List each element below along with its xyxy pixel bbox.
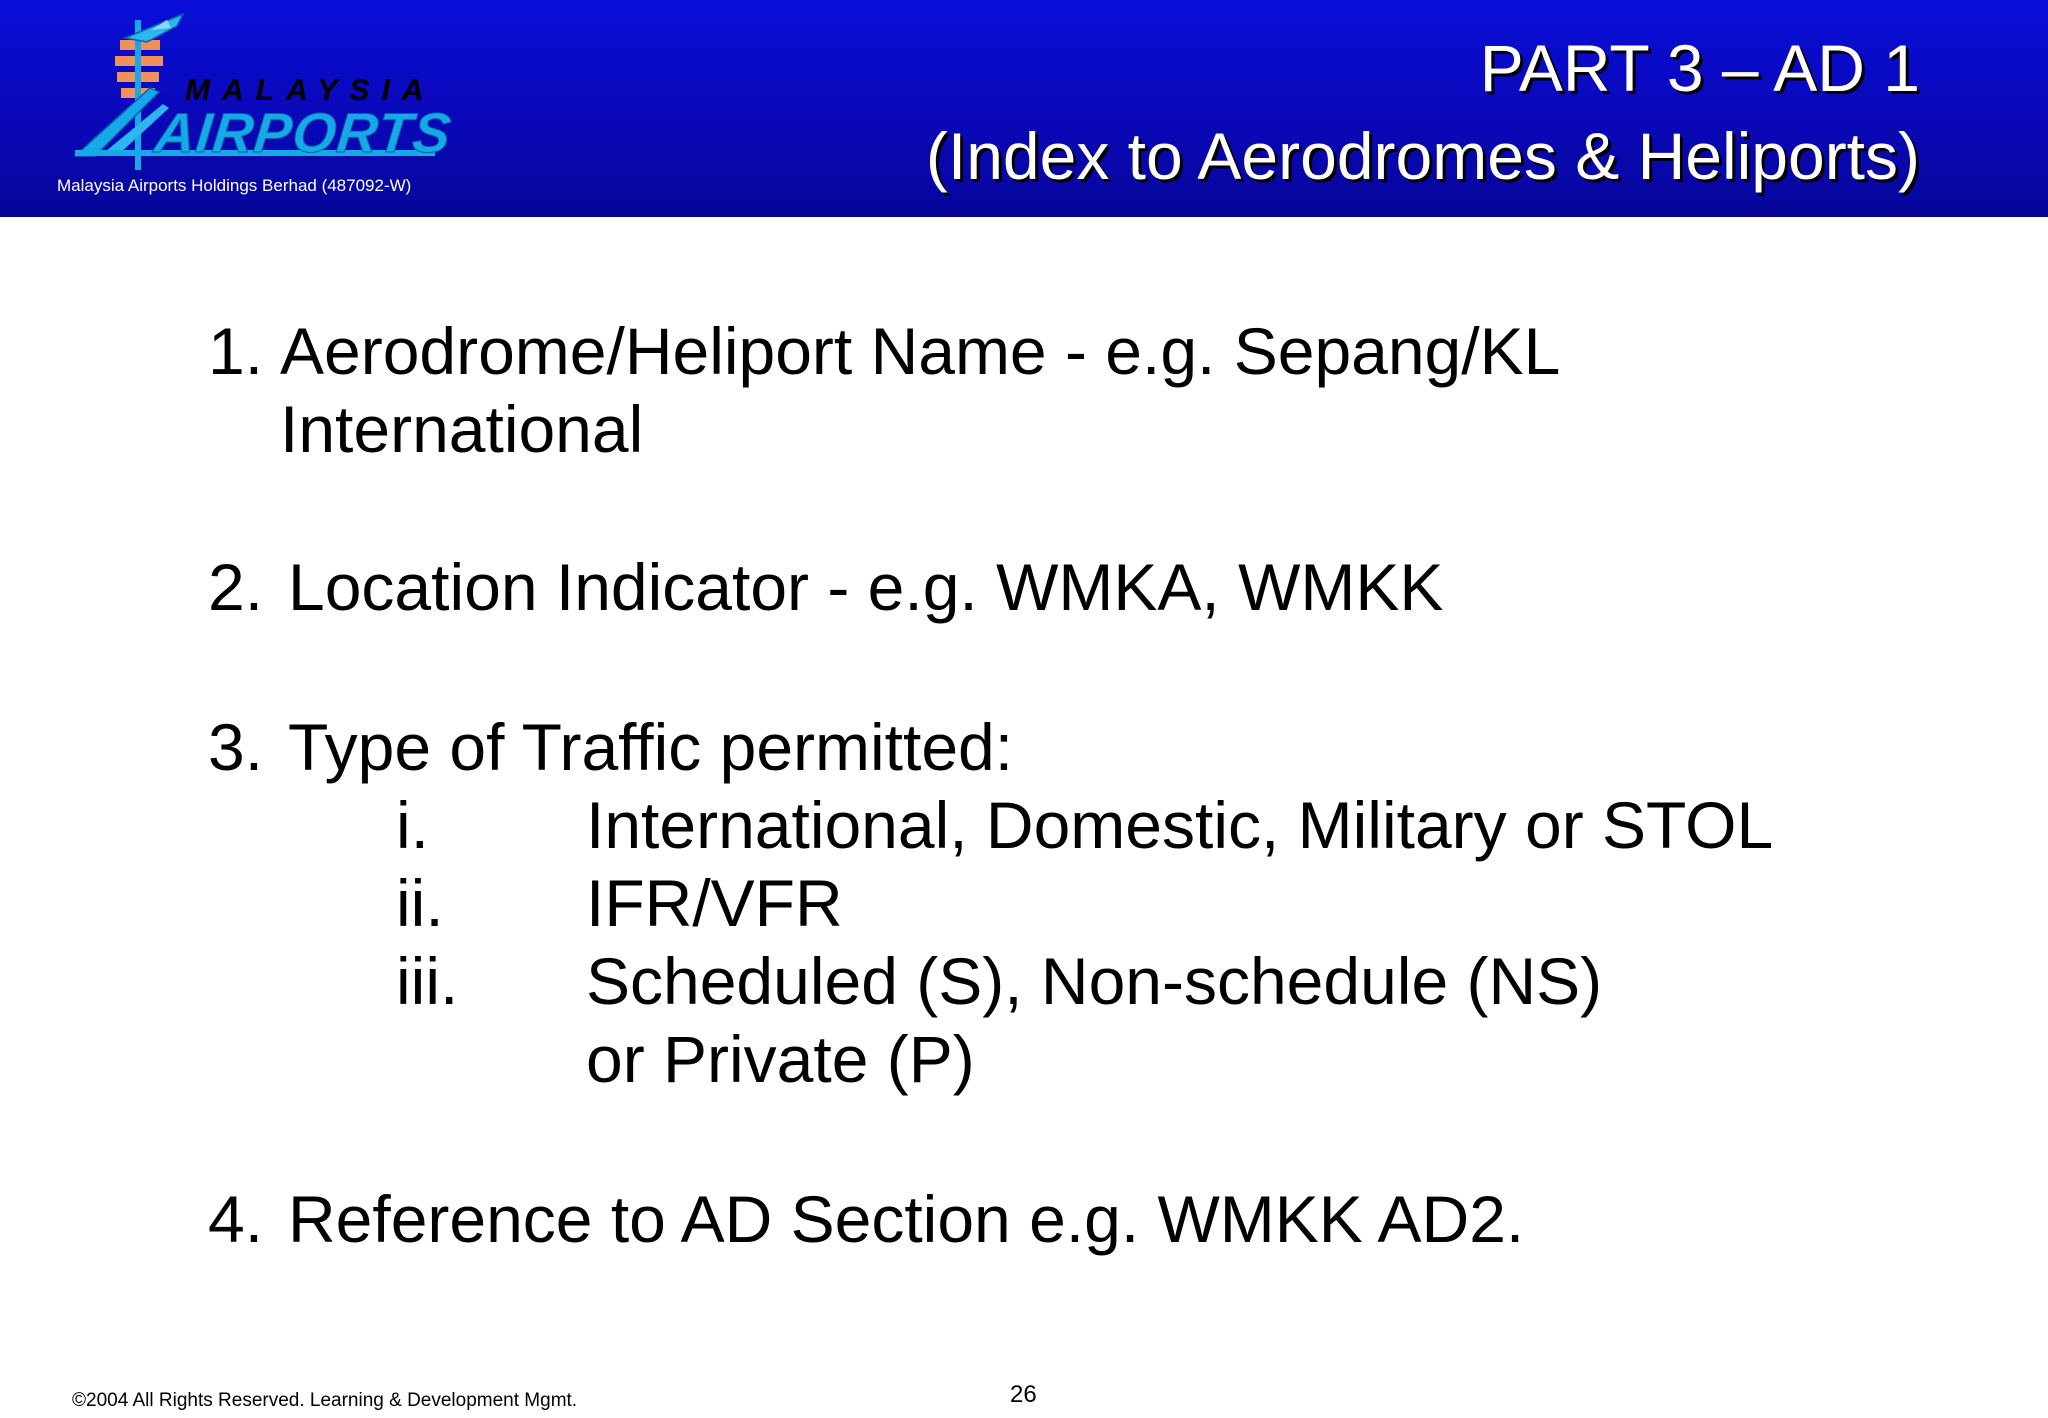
sub-item-number: iii. bbox=[396, 944, 459, 1018]
sub-item-text: International, Domestic, Military or STOL bbox=[586, 788, 1774, 862]
logo-text-malaysia: MALAYSIA bbox=[185, 74, 436, 107]
list-item-number: 2. bbox=[208, 550, 264, 624]
sub-item-number: i. bbox=[396, 788, 429, 862]
list-item-text: Location Indicator - e.g. WMKA, WMKK bbox=[288, 550, 1444, 624]
list-item-text: Aerodrome/Heliport Name - e.g. Sepang/KL bbox=[280, 314, 1561, 388]
page-number: 26 bbox=[1010, 1381, 1037, 1408]
list-item-text: Type of Traffic permitted: bbox=[288, 710, 1014, 784]
sub-list-item-continuation: or Private (P) bbox=[586, 1022, 975, 1096]
list-item-continuation: International bbox=[280, 392, 644, 466]
slide-title-line-2: (Index to Aerodromes & Heliports) bbox=[925, 119, 1920, 193]
logo-text-airports: AIRPORTS bbox=[151, 101, 455, 164]
list-item-number: 1. bbox=[208, 314, 264, 388]
list-item-number: 4. bbox=[208, 1182, 264, 1256]
malaysia-airports-logo bbox=[55, 8, 455, 188]
list-item-text: Reference to AD Section e.g. WMKK AD2. bbox=[288, 1182, 1525, 1256]
sub-item-text: IFR/VFR bbox=[586, 866, 843, 940]
sub-item-number: ii. bbox=[396, 866, 444, 940]
list-item-number: 3. bbox=[208, 710, 264, 784]
company-name: Malaysia Airports Holdings Berhad (487092-W) bbox=[57, 176, 412, 195]
header-banner bbox=[0, 0, 2048, 217]
slide-title-line-1: PART 3 – AD 1 bbox=[1479, 31, 1920, 105]
footer-copyright: ©2004 All Rights Reserved. Learning & Development Mgmt. bbox=[72, 1390, 578, 1411]
sub-item-text: Scheduled (S), Non-schedule (NS) bbox=[586, 944, 1603, 1018]
